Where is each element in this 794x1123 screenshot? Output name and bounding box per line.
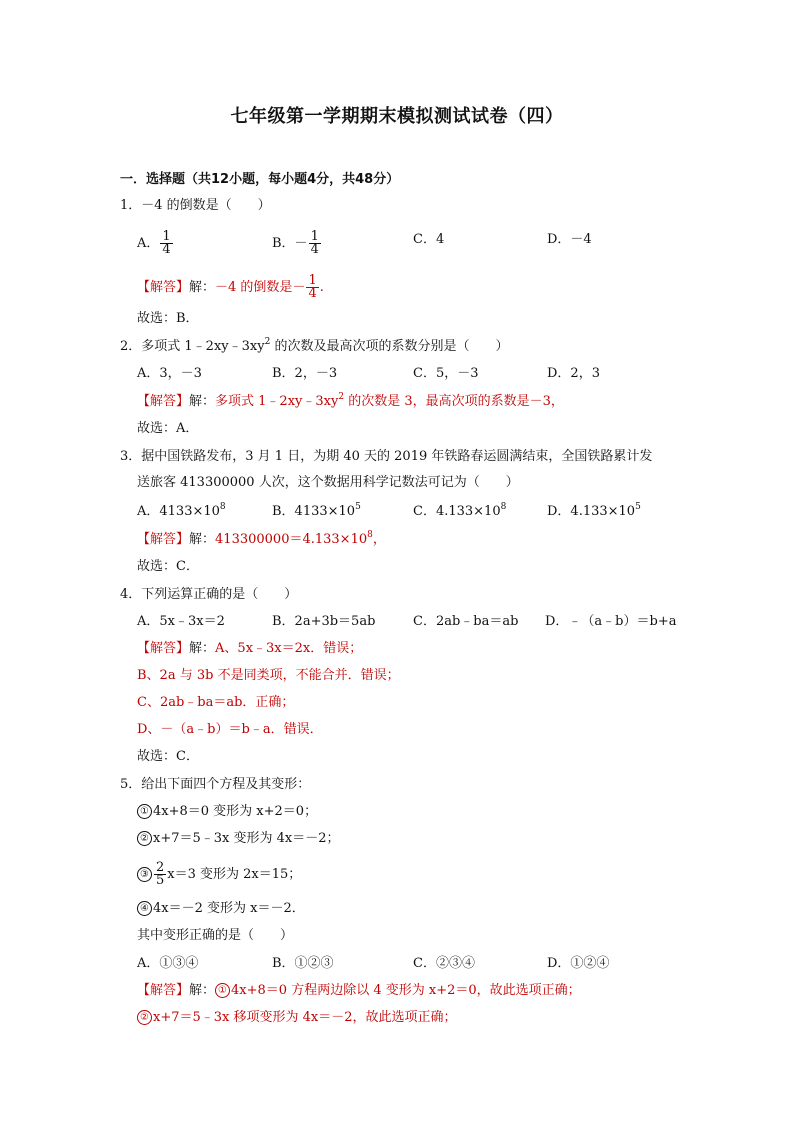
q5-equation-2: ② x+7＝5﹣3x 变形为 4x＝－2； [137, 830, 340, 848]
q5-option-c: C．②③④ [413, 956, 475, 971]
q1-pick: 故选：B． [137, 311, 199, 326]
q5-option-d: D．①②④ [547, 956, 610, 971]
q3-pick: 故选：C． [137, 559, 199, 574]
q1-option-d: D．－4 [547, 232, 592, 247]
q3-option-a: A．$4133\times 10^8$ [137, 502, 226, 519]
section-heading: 一．选择题（共12小题，每小题4分，共48分） [120, 172, 400, 187]
q5-answer-line1: 【解答】解： ① 4x+8＝0 方程两边除以 4 变形为 x+2＝0，故此选项正确； [137, 983, 581, 998]
q5-question: 其中变形正确的是（ ） [137, 928, 294, 943]
q2-pick: 故选：A． [137, 421, 199, 436]
q1-option-b: B．－ $\frac{1}{4}$ [272, 229, 319, 257]
q1-option-a: A． $\frac{1}{4}$ [137, 229, 171, 257]
q4-pick: 故选：C． [137, 749, 199, 764]
q5-equation-3: ③ $\frac{2}{5}$ x＝3 变形为 2x＝15； [137, 862, 301, 887]
q1-option-c: C．4 [413, 232, 445, 247]
q5-equation-1: ① 4x+8＝0 变形为 x+2＝0； [137, 803, 317, 821]
q2-option-a: A．3，－3 [137, 366, 202, 381]
q4-option-d: D．﹣（a﹣b）＝b+a [545, 614, 677, 629]
q4-answer-line4: D、－（a﹣b）＝b﹣a．错误． [137, 722, 323, 737]
q5-stem: 5．给出下面四个方程及其变形： [120, 777, 311, 792]
q2-option-c: C．5，－3 [413, 366, 479, 381]
q2-answer: 【解答】解：多项式 $1﹣2xy﹣3xy^2$ 的次数是 3，最高次项的系数是－3， [137, 392, 564, 409]
q3-option-c: C．$4.133\times 10^8$ [413, 502, 507, 519]
q3-stem-line2: 送旅客 413300000 人次，这个数据用科学记数法可记为（ ） [137, 475, 519, 490]
q4-answer-line1: 【解答】解：A、5x﹣3x＝2x．错误； [137, 641, 363, 656]
q1-stem: 1．－4 的倒数是（ ） [120, 198, 271, 213]
q3-stem-line1: 3．据中国铁路发布，3 月 1 日，为期 40 天的 2019 年铁路春运圆满结束，全国铁路累计发 [120, 449, 653, 464]
q3-option-b: B．$4133\times 10^5$ [272, 502, 361, 519]
q4-option-b: B．2a+3b＝5ab [272, 614, 376, 629]
page-title: 七年级第一学期期末模拟测试试卷（四） [230, 106, 564, 127]
q3-answer: 【解答】解：$413300000=4.133\times 10^8$， [137, 530, 386, 547]
q4-stem: 4．下列运算正确的是（ ） [120, 587, 298, 602]
q2-stem: 2．多项式 $1﹣2xy﹣3xy^2$ 的次数及最高次项的系数分别是（ ） [120, 337, 509, 354]
q4-option-c: C．2ab﹣ba＝ab [413, 614, 519, 629]
q2-option-d: D．2，3 [547, 366, 600, 381]
q5-option-a: A．①③④ [137, 956, 199, 971]
q2-option-b: B．2，－3 [272, 366, 338, 381]
q4-option-a: A．5x﹣3x＝2 [137, 614, 225, 629]
q4-answer-line2: B、2a 与 3b 不是同类项，不能合并．错误； [137, 668, 400, 683]
q5-equation-4: ④ 4x＝－2 变形为 x＝－2． [137, 900, 305, 918]
q1-answer: 【解答】解：－4 的倒数是－ $\frac{1}{4}$ . [137, 273, 324, 301]
q5-option-b: B．①②③ [272, 956, 334, 971]
q3-option-d: D．$4.133\times 10^5$ [547, 502, 641, 519]
q4-answer-line3: C、2ab﹣ba＝ab．正确； [137, 695, 295, 710]
q5-answer-line2: ② x+7＝5﹣3x 移项变形为 4x＝－2，故此选项正确； [137, 1009, 457, 1027]
